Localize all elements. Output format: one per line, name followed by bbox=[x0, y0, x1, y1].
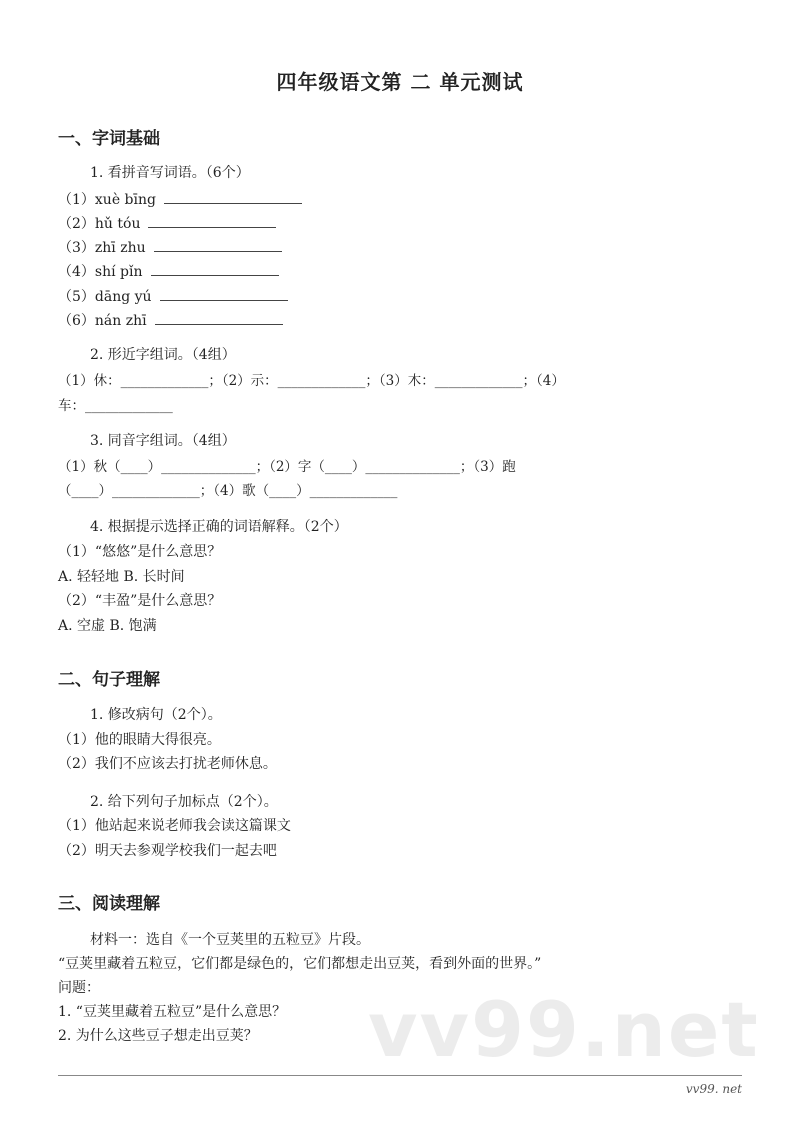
footer-divider bbox=[58, 1075, 742, 1076]
reading-quote: “豆荚里藏着五粒豆，它们都是绿色的，它们都想走出豆荚，看到外面的世界。” bbox=[58, 956, 542, 972]
question-prompt: 3. 同音字组词。（4组） bbox=[90, 433, 236, 449]
sentence-line: （1）他站起来说老师我会读这篇课文 bbox=[58, 818, 291, 834]
questions-label: 问题： bbox=[58, 980, 100, 996]
sentence-line: （1）他的眼睛大得很亮。 bbox=[58, 732, 221, 748]
page-title: 四年级语文第 二 单元测试 bbox=[276, 70, 524, 94]
reading-question: 2. 为什么这些豆子想走出豆荚？ bbox=[58, 1028, 258, 1044]
reading-material: 材料一：选自《一个豆荚里的五粒豆》片段。 bbox=[90, 932, 370, 948]
answer-blank[interactable] bbox=[154, 237, 282, 252]
pinyin-text: （4）shí pǐn bbox=[58, 264, 143, 280]
pinyin-text: （1）xuè bīng bbox=[58, 192, 156, 208]
section-heading: 一、字词基础 bbox=[58, 129, 160, 149]
section-heading: 三、阅读理解 bbox=[58, 894, 160, 914]
question-prompt: 2. 给下列句子加标点（2个）。 bbox=[90, 794, 278, 810]
pinyin-item bbox=[58, 310, 283, 330]
answer-blank[interactable] bbox=[160, 286, 288, 301]
pinyin-item bbox=[58, 237, 282, 257]
sentence-line: （2）明天去参观学校我们一起去吧 bbox=[58, 843, 277, 859]
answer-blank[interactable] bbox=[155, 310, 283, 325]
pinyin-text: （5）dāng yú bbox=[58, 289, 152, 305]
watermark: vv99.net bbox=[368, 985, 760, 1074]
question-prompt: 1. 修改病句（2个）。 bbox=[90, 707, 222, 723]
answer-line[interactable]: 车：_____________ bbox=[58, 398, 173, 414]
pinyin-text: （6）nán zhī bbox=[58, 313, 147, 329]
pinyin-item bbox=[58, 213, 276, 233]
question-line: （1）“悠悠”是什么意思？ bbox=[58, 544, 222, 560]
pinyin-item bbox=[58, 261, 279, 281]
answer-line[interactable]: （____）_____________；（4）歌（____）_____________ bbox=[58, 483, 398, 499]
pinyin-item bbox=[58, 189, 302, 209]
option-line: A. 空虚 B. 饱满 bbox=[58, 618, 157, 634]
sentence-line: （2）我们不应该去打扰老师休息。 bbox=[58, 756, 277, 772]
answer-line[interactable]: （1）秋（____）______________；（2）字（____）______________；（3）跑 bbox=[58, 459, 516, 475]
answer-blank[interactable] bbox=[148, 213, 276, 228]
pinyin-item bbox=[58, 286, 288, 306]
question-prompt: 1. 看拼音写词语。（6个） bbox=[90, 165, 250, 181]
question-line: （2）“丰盈”是什么意思？ bbox=[58, 593, 222, 609]
option-line: A. 轻轻地 B. 长时间 bbox=[58, 569, 185, 585]
answer-line[interactable]: （1）休：_____________；（2）示：_____________；（3）木：_____________；（4） bbox=[58, 373, 565, 389]
answer-blank[interactable] bbox=[151, 261, 279, 276]
question-prompt: 4. 根据提示选择正确的词语解释。（2个） bbox=[90, 519, 348, 535]
pinyin-text: （3）zhī zhu bbox=[58, 240, 146, 256]
reading-question: 1. “豆荚里藏着五粒豆”是什么意思？ bbox=[58, 1004, 287, 1020]
answer-blank[interactable] bbox=[164, 189, 302, 204]
footer-site: vv99. net bbox=[685, 1082, 742, 1096]
pinyin-text: （2）hǔ tóu bbox=[58, 216, 141, 232]
section-heading: 二、句子理解 bbox=[58, 670, 160, 690]
question-prompt: 2. 形近字组词。（4组） bbox=[90, 347, 236, 363]
